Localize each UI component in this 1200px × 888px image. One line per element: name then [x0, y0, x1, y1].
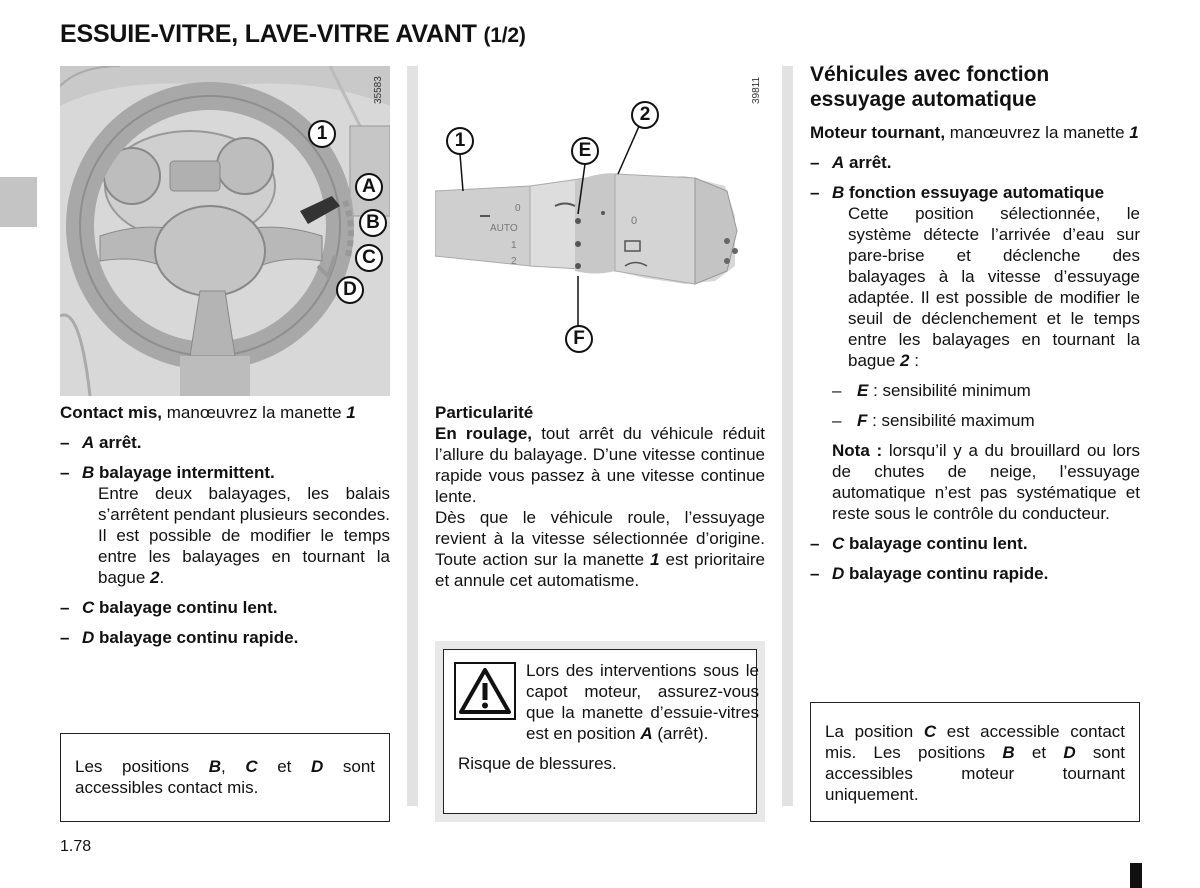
lever-label-two: 2: [511, 256, 517, 267]
section-heading: Véhicules avec fonction essuyage automatique: [810, 63, 1050, 111]
intro-ref: 1: [346, 403, 356, 422]
warning-risk: Risque de blessures.: [458, 754, 617, 773]
warning-text: Lors des interventions sous le capot moteur, assurez-vous que la manette d’essuie-vitres est en position A (arrêt). Risque de blessures.: [458, 661, 759, 773]
figure-number-2: 39811: [751, 76, 762, 104]
callout-2: 2: [631, 101, 659, 129]
column-divider-2: [782, 66, 793, 806]
steering-wheel-icon: [60, 66, 390, 396]
callout-c: C: [355, 244, 383, 272]
lever-label-one: 1: [511, 240, 517, 251]
wiper-stalk-icon: [435, 66, 765, 396]
column-divider-1: [407, 66, 418, 806]
lever-label-zero: 0: [515, 203, 521, 214]
page-title: [60, 18, 526, 52]
page-number: 1.78: [60, 838, 92, 855]
chapter-tab: [0, 177, 37, 227]
callout-f: F: [565, 325, 593, 353]
callout-1: 1: [446, 127, 474, 155]
col2-text: [435, 402, 765, 591]
list-item: – D balayage continu rapide.: [810, 564, 1049, 583]
sub-item-f: – F : sensibilité maximum: [832, 411, 1035, 430]
col3-text: [810, 62, 1140, 584]
callout-d: D: [336, 276, 364, 304]
col1-text: [60, 402, 390, 648]
note-box-col1: Les positions B, C et D sont accessibles contact mis.: [60, 733, 390, 822]
steering-wheel-illustration: [60, 66, 390, 396]
callout-1: 1: [308, 120, 336, 148]
list-item: – A arrêt.: [60, 433, 142, 452]
callout-a: A: [355, 173, 383, 201]
page-title-suffix: (1/2): [483, 24, 526, 47]
intro-bold: Contact mis,: [60, 403, 163, 422]
list-item: – C balayage continu lent.: [60, 598, 278, 617]
nota: Nota : lorsqu’il y a du brouillard ou lors de chutes de neige, l’essuyage automatique n’est pas systématique et reste sous le contrôle du conducteur.: [832, 441, 1140, 523]
ring-label-zero: 0: [631, 215, 638, 227]
col1-intro: [60, 402, 390, 423]
wiper-stalk-illustration: [435, 66, 765, 396]
b-detail: Entre deux balayages, les balais s’arrêtent pendant plusieurs secondes. Il est possible de modifier le temps entre les balayages en tournant la bague 2.: [98, 484, 391, 587]
list-item: – B balayage intermittent.: [60, 463, 275, 482]
col3-intro: Moteur tournant, manœuvrez la manette 1: [810, 123, 1139, 142]
particularity-p2: Dès que le véhicule roule, l’essuyage revient à la vitesse sélectionnée d’origine. Toute action sur la manette 1 est prioritaire et annule cet automatisme.: [435, 508, 765, 590]
note-box-col3: La position C est accessible contact mis. Les positions B et D sont accessibles moteur tournant uniquement.: [810, 702, 1140, 822]
figure-number-1: 35583: [373, 76, 384, 104]
intro-rest: manœuvrez la manette: [162, 403, 347, 422]
list-item: – D balayage continu rapide.: [60, 628, 299, 647]
page-title-main: ESSUIE-VITRE, LAVE-VITRE AVANT: [60, 20, 477, 48]
list-item: – C balayage continu lent.: [810, 534, 1028, 553]
corner-mark: [1130, 863, 1142, 888]
warning-box: [435, 641, 765, 822]
particularity-heading: Particularité: [435, 403, 534, 422]
list-item: – A arrêt.: [810, 153, 892, 172]
sub-item-e: – E : sensibilité minimum: [832, 381, 1031, 400]
list-item: – B fonction essuyage automatique: [810, 183, 1105, 202]
lever-label-auto: AUTO: [490, 223, 518, 234]
b-detail: Cette position sélectionnée, le système détecte l’arrivée d’eau sur pare-brise et déclenche des balayages à la vitesse d’essuyage adaptée. Il est possible de modifier le seuil de déclenchement et le temps entre les balayages en tournant la bague 2 :: [848, 204, 1140, 370]
callout-e: E: [571, 137, 599, 165]
particularity-p1: En roulage, tout arrêt du véhicule réduit l’allure du balayage. D’une vitesse continue rapide vous passez à une vitesse continue lente.: [435, 424, 766, 506]
callout-b: B: [359, 209, 387, 237]
